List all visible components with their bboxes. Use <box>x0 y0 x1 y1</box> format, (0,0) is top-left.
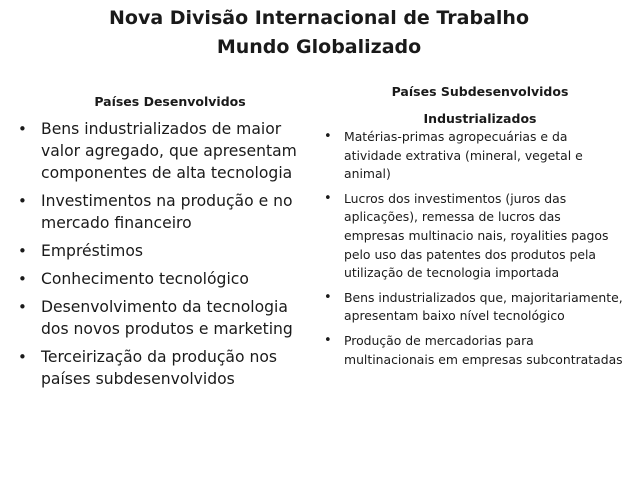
bullet-icon: • <box>18 348 27 366</box>
list-item <box>18 296 318 340</box>
list-item-text: Bens industrializados de maior valor agregado, que apresentam componentes de alta tecnologia <box>41 120 297 182</box>
list-item-text: Desenvolvimento da tecnologia dos novos produtos e marketing <box>41 298 293 338</box>
list-item-text: Investimentos na produção e no mercado financeiro <box>41 192 293 232</box>
list-item <box>324 332 624 369</box>
slide-title <box>0 4 638 62</box>
underdeveloped-heading-line-2: Industrializados <box>423 111 537 126</box>
bullet-icon: • <box>18 242 27 260</box>
slide-title-line-1: Nova Divisão Internacional de Trabalho <box>108 7 530 29</box>
bullet-icon: • <box>324 332 332 348</box>
list-item <box>18 118 318 184</box>
list-item <box>324 190 624 283</box>
list-item <box>18 268 318 290</box>
list-item-text: Matérias-primas agropecuárias e da atividade extrativa (mineral, vegetal e animal) <box>344 129 583 182</box>
list-item-text: Terceirização da produção nos países subdesenvolvidos <box>41 348 278 388</box>
list-item <box>18 240 318 262</box>
list-item <box>18 190 318 234</box>
list-item-text: Produção de mercadorias para multinacionais em empresas subcontratadas <box>344 332 623 367</box>
bullet-icon: • <box>18 270 27 288</box>
list-item <box>18 346 318 390</box>
underdeveloped-heading-line-1: Países Subdesenvolvidos <box>391 84 569 99</box>
slide-title-line-2: Mundo Globalizado <box>216 36 422 58</box>
bullet-icon: • <box>18 298 27 316</box>
developed-countries-list <box>18 118 318 396</box>
bullet-icon: • <box>18 192 27 210</box>
bullet-icon: • <box>324 190 332 206</box>
developed-countries-heading: Países Desenvolvidos <box>94 94 246 109</box>
bullet-icon: • <box>324 289 332 305</box>
list-item-text: Bens industrializados que, majoritariamente, apresentam baixo nível tecnológico <box>344 289 623 324</box>
list-item-text: Lucros dos investimentos (juros das aplicações), remessa de lucros das empresas multinacio nais, royalities pagos pelo uso das patentes dos produtos pela utilização de tecnologia importada <box>344 190 609 281</box>
list-item <box>324 128 624 184</box>
bullet-icon: • <box>18 120 27 138</box>
list-item-text: Empréstimos <box>41 242 144 260</box>
underdeveloped-countries-list <box>324 128 624 375</box>
list-item-text: Conhecimento tecnológico <box>41 270 249 288</box>
underdeveloped-countries-heading <box>330 78 630 132</box>
list-item <box>324 289 624 326</box>
bullet-icon: • <box>324 129 332 144</box>
